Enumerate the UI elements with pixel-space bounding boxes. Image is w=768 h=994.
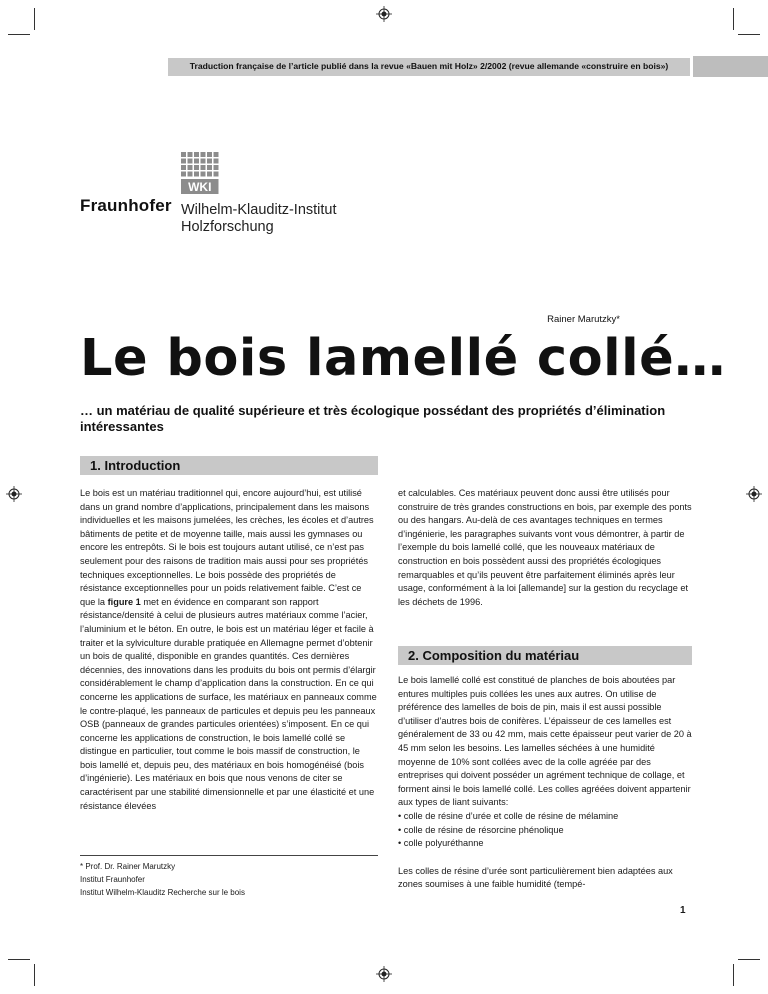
registration-mark-icon: [376, 6, 392, 22]
figure-reference: figure 1: [107, 596, 141, 607]
crop-mark: [34, 8, 35, 30]
footnote: * Prof. Dr. Rainer Marutzky Institut Fraunhofer Institut Wilhelm-Klauditz Recherche sur le bois: [80, 862, 245, 897]
institute-line: Wilhelm-Klauditz-Institut: [181, 202, 337, 218]
running-header: [168, 58, 690, 76]
composition-paragraph: Le bois lamellé collé est constitué de planches de bois aboutées par entures multiples puis collées les unes aux autres. On utilise de préférence des lamelles de bois de pin, mais il est aussi possible d’utiliser d’autres bois de conifères. L’épaisseur de ces lamelles est généralement de 33 ou 42 mm, mais cette épaisseur peut varier de 20 à 45 mm selon les besoins. Les lamelles séchées à une humidité moyenne de 10% sont collées avec de la colle agréée par des entreprises qui doivent posséder un agrément technique de collage, et forment ainsi le bois lamellé collé. Les colles agréées doivent appartenir aux types de liant suivants: • colle de résine d’urée et colle de résine de mélamine • colle de résine de résorcine phénolique • colle polyuréthanne Les colles de résine d’urée sont particulièrement bien adaptées aux zones soumises à une faible humidité (tempé-: [398, 675, 692, 890]
article-title: Le bois lamellé collé…: [80, 329, 726, 388]
introduction-paragraph: Le bois est un matériau traditionnel qui, encore aujourd’hui, est utilisé dans un grand nombre d’applications, principalement dans les maisons individuelles et les maisons jumelées, les crèches, les écoles et d’autres bâtiments de petite et de moyenne taille, mais aussi les gymnases ou encore les entrepôts. Si le bois est toujours autant utilisé, ce n’est pas seulement pour des raisons de tradition mais aussi pour ses propriétés techniques exceptionnelles. Le bois possède des propriétés de résistance exceptionnelles pour un poids relativement faible. C’est ce que la figure 1 met en évidence en comparant son rapport résistance/densité à celui de plusieurs autres matériaux comme l’acier, l’aluminium et le béton. En outre, le bois est un matériau léger et facile à traiter et la sylviculture durable pratiquée en Allemagne permet d’obtenir un bois de qualité, disponible en grandes quantités. Ces dernières décennies, des innovations dans les produits du bois ont permis d’élargir considérablement le champ d’application dans la construction. En ce qui concerne les applications de surface, les matériaux en panneaux comme le contre-plaqué, les panneaux de particules et depuis peu les panneaux OSB (panneaux de grandes particules orientées) s’imposent. En ce qui concerne les applications de construction, le bois lamellé collé se distingue en particulier, tout comme le bois massif de construction, le bois lamellé et, depuis peu, des matériaux en bois homogénéisé (bois d’ingénierie). Les matériaux en bois que nous venons de citer se caractérisent par une stabilité dimensionnelle et par une élasticité et une résistance élevées: [80, 488, 377, 811]
fraunhofer-logo-text: Fraunhofer: [80, 196, 172, 215]
crop-mark: [738, 34, 760, 35]
list-item: • colle de résine de résorcine phénolique: [398, 824, 564, 835]
footnote-divider: [80, 855, 378, 856]
wki-logo-icon: [181, 152, 219, 196]
registration-mark-icon: [746, 486, 762, 502]
section-heading-introduction: [80, 456, 378, 475]
introduction-continuation: et calculables. Ces matériaux peuvent donc aussi être utilisés pour construire de très grandes constructions en bois, par exemple des ponts ou des hangars. Au-delà de ces avantages techniques en termes d’ingénierie, les paragraphes suivants vont vous démontrer, à partir de l’exemple du bois lamellé collé, que les nouveaux matériaux de construction en bois possèdent aussi des propriétés écologiques remarquables et qu’ils peuvent être parfaitement éliminés après leur usage, conformément à la loi [allemande] sur la gestion du recyclage et les déchets de 1996.: [398, 488, 692, 607]
registration-mark-icon: [6, 486, 22, 502]
crop-mark: [34, 964, 35, 986]
crop-mark: [733, 8, 734, 30]
article-subtitle: … un matériau de qualité supérieure et très écologique possédant des propriétés d’élimination intéressantes: [80, 403, 666, 434]
institute-name: [181, 202, 337, 236]
crop-mark: [8, 34, 30, 35]
running-header-text: Traduction française de l’article publié dans la revue «Bauen mit Holz» 2/2002 (revue allemande «construire en bois»): [189, 61, 669, 71]
list-item: • colle polyuréthanne: [398, 838, 484, 849]
section-heading-composition: [398, 646, 692, 665]
author: Rainer Marutzky*: [547, 314, 620, 325]
wki-badge: WKI: [188, 180, 212, 194]
institute-line: Holzforschung: [181, 219, 274, 235]
page-number: 1: [680, 905, 686, 916]
list-item: • colle de résine d’urée et colle de résine de mélamine: [398, 810, 619, 821]
header-tab: [693, 56, 768, 77]
crop-mark: [738, 959, 760, 960]
registration-mark-icon: [376, 966, 392, 982]
section-heading-text: 2. Composition du matériau: [408, 648, 580, 663]
crop-mark: [733, 964, 734, 986]
section-heading-text: 1. Introduction: [90, 458, 181, 473]
crop-mark: [8, 959, 30, 960]
